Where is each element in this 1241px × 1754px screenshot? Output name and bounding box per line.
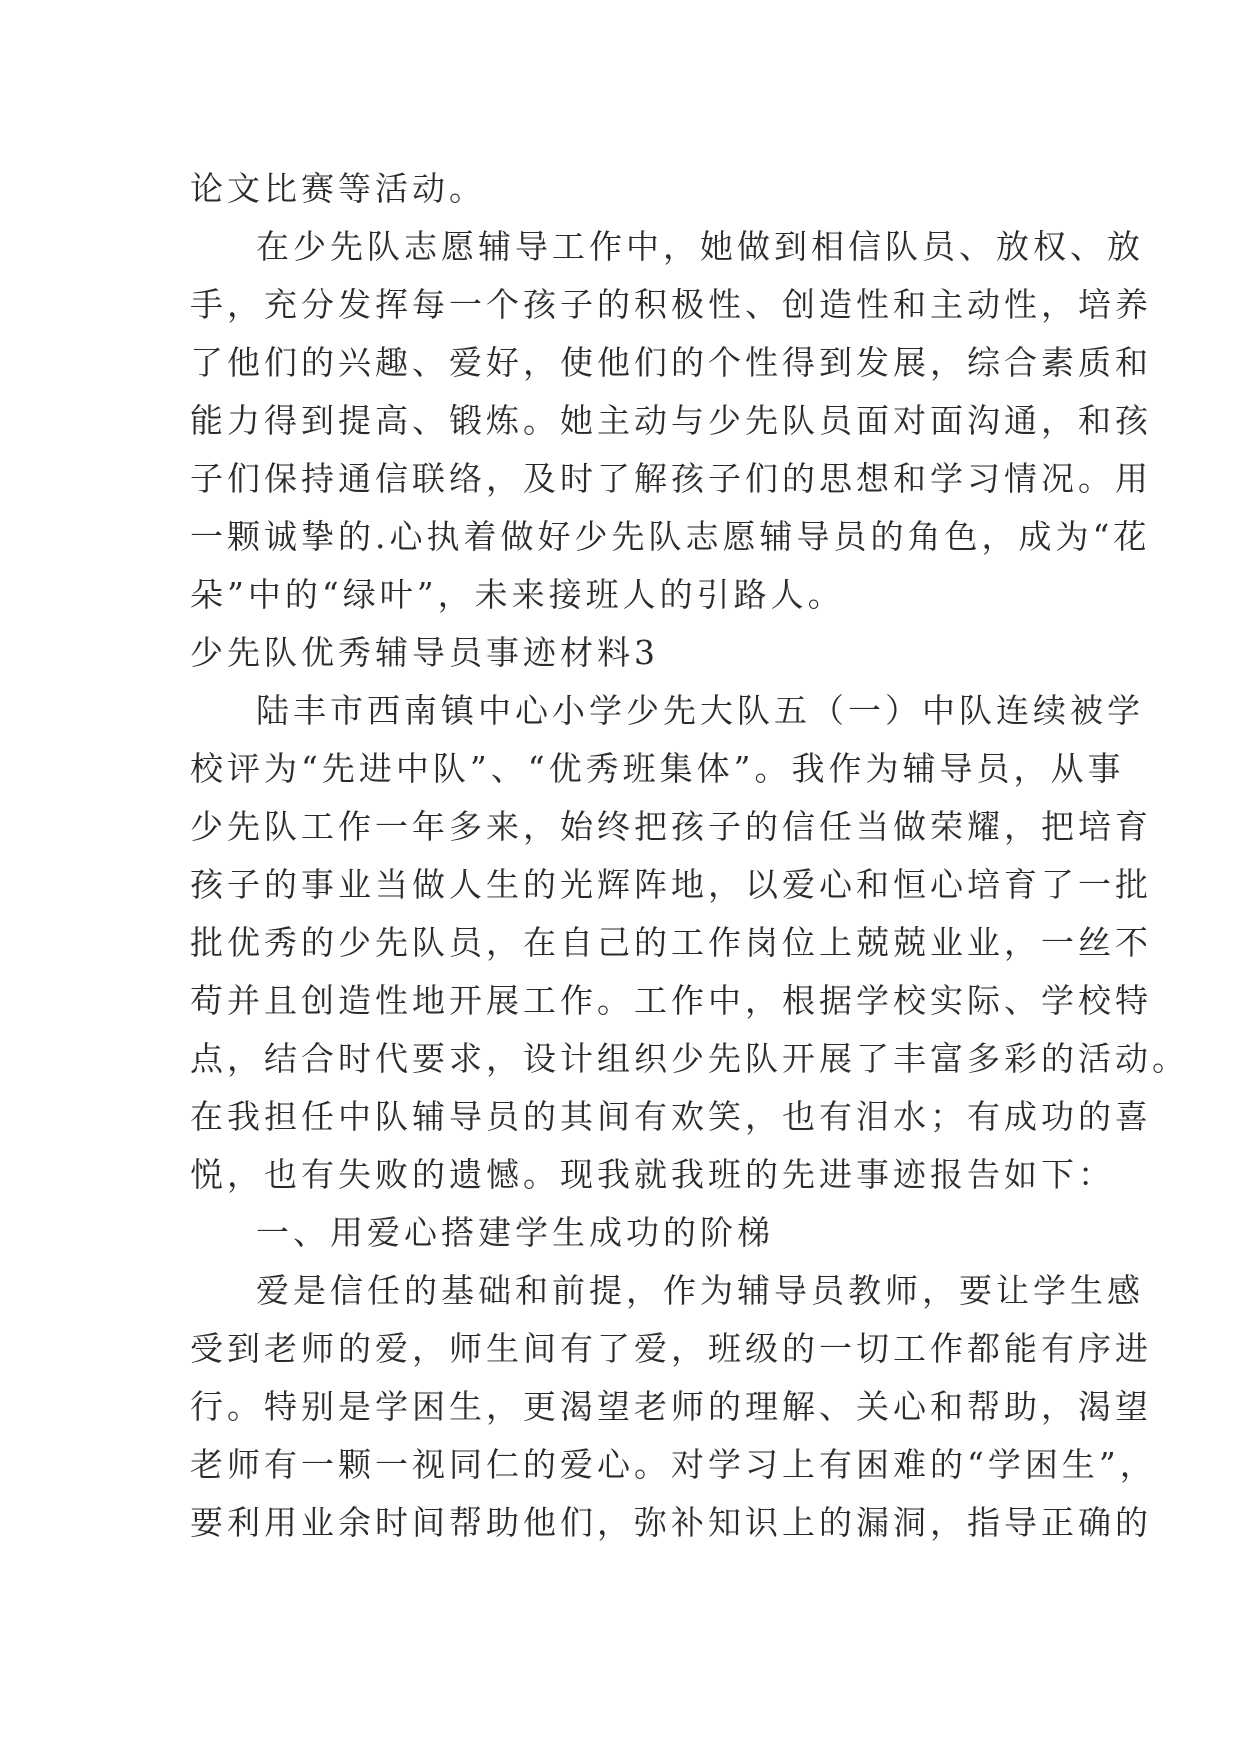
text-line: 悦，也有失败的遗憾。现我就我班的先进事迹报告如下： xyxy=(190,1155,1115,1194)
text-line: 能力得到提高、锻炼。她主动与少先队员面对面沟通，和孩 xyxy=(190,401,1152,440)
text-line: 爱是信任的基础和前提，作为辅导员教师，要让学生感 xyxy=(256,1271,1144,1310)
text-line: 朵”中的“绿叶”，未来接班人的引路人。 xyxy=(190,575,845,614)
text-line: 行。特别是学困生，更渴望老师的理解、关心和帮助，渴望 xyxy=(190,1387,1152,1426)
subsection-heading: 一、用爱心搭建学生成功的阶梯 xyxy=(256,1213,774,1252)
text-line: 批优秀的少先队员，在自己的工作岗位上兢兢业业，一丝不 xyxy=(190,923,1152,962)
text-line: 孩子的事业当做人生的光辉阵地，以爱心和恒心培育了一批 xyxy=(190,865,1152,904)
text-line: 点，结合时代要求，设计组织少先队开展了丰富多彩的活动。 xyxy=(190,1039,1189,1078)
text-line: 受到老师的爱，师生间有了爱，班级的一切工作都能有序进 xyxy=(190,1329,1152,1368)
text-line: 要利用业余时间帮助他们，弥补知识上的漏洞，指导正确的 xyxy=(190,1503,1152,1542)
text-line: 校评为“先进中队”、“优秀班集体”。我作为辅导员，从事 xyxy=(190,749,1125,788)
text-line: 老师有一颗一视同仁的爱心。对学习上有困难的“学困生”， xyxy=(190,1445,1157,1484)
text-line: 少先队工作一年多来，始终把孩子的信任当做荣耀，把培育 xyxy=(190,807,1152,846)
text-line: 手，充分发挥每一个孩子的积极性、创造性和主动性，培养 xyxy=(190,285,1152,324)
text-line: 陆丰市西南镇中心小学少先大队五（一）中队连续被学 xyxy=(256,691,1144,730)
text-line: 了他们的兴趣、爱好，使他们的个性得到发展，综合素质和 xyxy=(190,343,1152,382)
text-line: 在少先队志愿辅导工作中，她做到相信队员、放权、放 xyxy=(256,227,1144,266)
text-line: 苟并且创造性地开展工作。工作中，根据学校实际、学校特 xyxy=(190,981,1152,1020)
text-line: 论文比赛等活动。 xyxy=(190,169,486,208)
document-body xyxy=(190,160,1189,1552)
text-line: 在我担任中队辅导员的其间有欢笑，也有泪水；有成功的喜 xyxy=(190,1097,1152,1136)
text-line: 一颗诚挚的.心执着做好少先队志愿辅导员的角色，成为“花 xyxy=(190,517,1151,556)
text-line: 子们保持通信联络，及时了解孩子们的思想和学习情况。用 xyxy=(190,459,1152,498)
section-heading: 少先队优秀辅导员事迹材料3 xyxy=(190,633,659,672)
